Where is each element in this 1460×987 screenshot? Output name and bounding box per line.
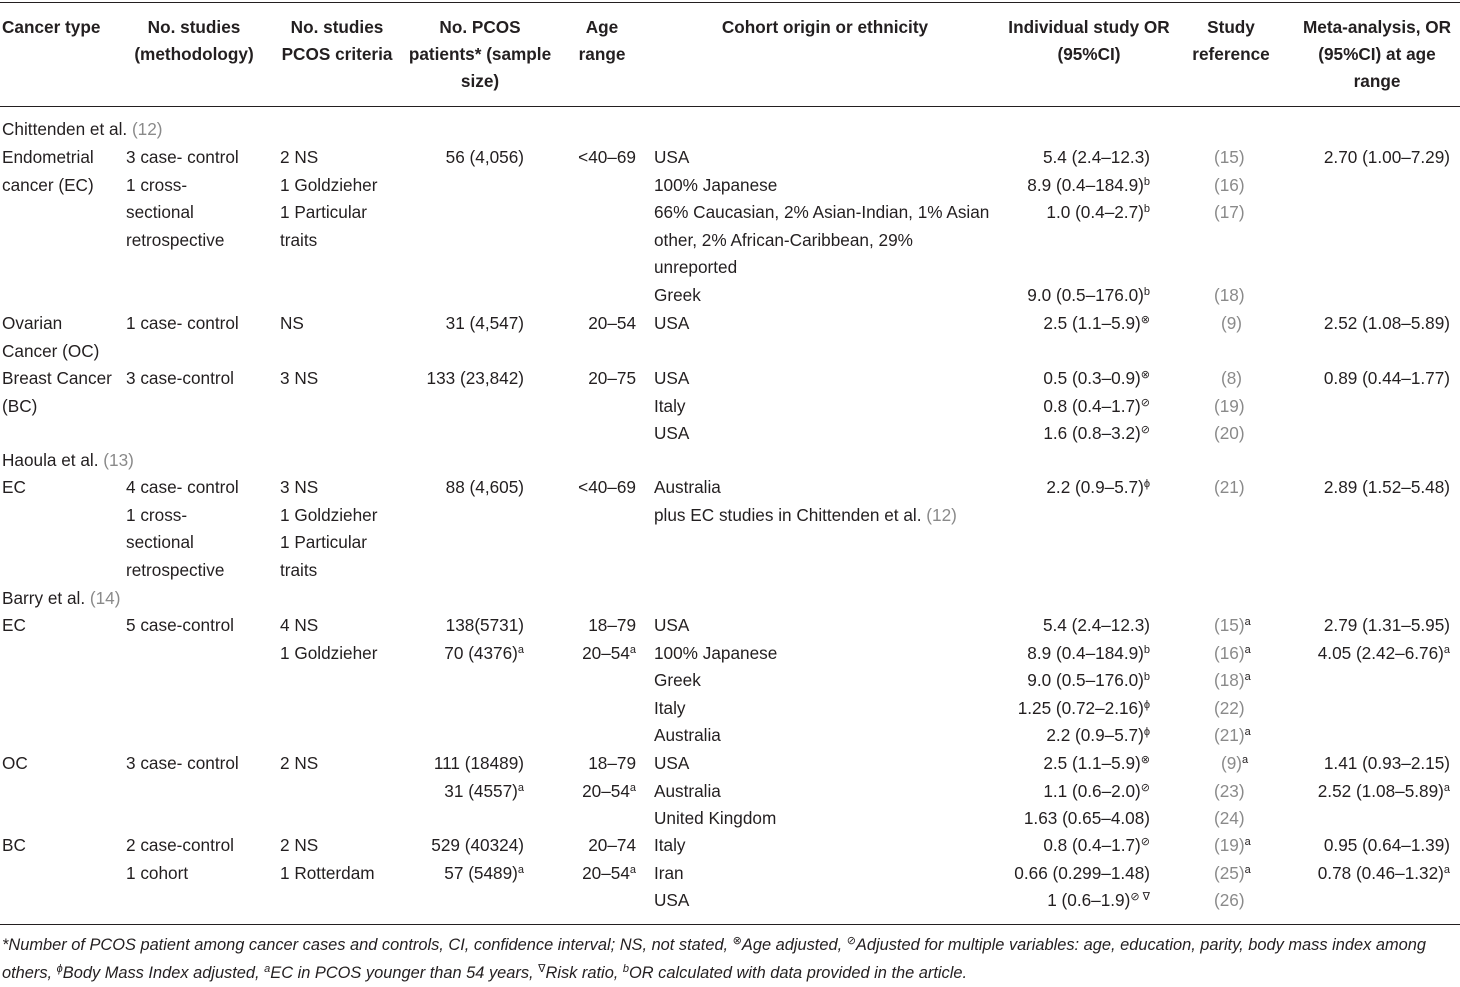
- meta-analysis-or: 2.52 $(1.08-5.89)^a$: [1317, 780, 1450, 801]
- individual-or: 5.4 (2.4–12.3): [1042, 147, 1150, 167]
- individual-or: 1.1 (0.6–2.0)⊘: [1043, 780, 1150, 801]
- header-pcos-criteria: No. studies PCOS criteria: [281, 17, 393, 64]
- superscript-note: a: [1443, 781, 1450, 794]
- adjustment-symbol: b: [1143, 175, 1150, 188]
- cohort-origin: Iran: [654, 862, 684, 883]
- pcos-patients: 529 (40324): [431, 835, 524, 855]
- study-reference: [1214, 282, 1245, 310]
- adjustment-symbol: ϕ: [1143, 726, 1150, 738]
- study-reference-link[interactable]: (25): [1214, 862, 1245, 883]
- adjustment-symbol: b: [1143, 671, 1150, 683]
- num-studies: 4 case- control 1 cross- sectional retrospective: [126, 477, 239, 580]
- pcos-patients: 57 $(5489)^a$: [444, 862, 524, 883]
- study-reference-link[interactable]: (15): [1214, 615, 1245, 635]
- group-author: Barry et al.: [2, 588, 90, 608]
- adjustment-symbol: ϕ: [1143, 698, 1150, 711]
- adjustment-symbol: ⊗: [1140, 754, 1150, 766]
- individual-or: 9.0 $(0.5-176.0)^b$: [1027, 670, 1150, 690]
- study-reference-link[interactable]: (19): [1214, 395, 1245, 416]
- study-reference: [1214, 172, 1245, 200]
- study-reference-link[interactable]: (22): [1214, 697, 1245, 718]
- study-reference: [1214, 805, 1245, 833]
- pcos-patients: 31 $(4557)^a$: [444, 780, 524, 801]
- individual-or: 9.0 $(0.5-176.0)^b$: [1027, 284, 1150, 305]
- cohort-origin: plus EC studies in Chittenden et al. (12): [654, 504, 957, 525]
- age-range: 20–54$^a$: [582, 862, 636, 883]
- cancer-type: BC: [2, 835, 26, 855]
- cohort-origin: Italy: [654, 835, 686, 855]
- cohort-reference-link[interactable]: (12): [926, 504, 957, 525]
- table-bottom-rule: [0, 924, 1460, 925]
- superscript-note: a: [1242, 754, 1249, 766]
- individual-or: 8.9 $(0.4-184.9)^b$: [1027, 642, 1150, 663]
- superscript-note: a: [1244, 726, 1251, 738]
- cohort-origin: USA: [654, 615, 690, 635]
- cancer-type: EC: [2, 615, 26, 635]
- age-range: 20–74: [588, 835, 636, 855]
- study-reference-link[interactable]: (21): [1214, 477, 1245, 497]
- cohort-origin: Australia: [654, 725, 721, 745]
- individual-or: 1.63 (0.65–4.08): [1023, 808, 1150, 828]
- meta-analysis-or: 1.41 (0.93–2.15): [1323, 753, 1450, 773]
- num-studies: 1 case- control: [126, 313, 239, 333]
- footnote-symbol: ⊗: [732, 935, 742, 947]
- study-reference: [1214, 393, 1245, 421]
- individual-or: 0.8 (0.4–1.7)⊘: [1043, 395, 1150, 416]
- study-reference-link[interactable]: (26): [1214, 890, 1245, 910]
- study-reference: [1214, 722, 1251, 750]
- superscript-note: a: [629, 781, 636, 794]
- group-author: Haoula et al.: [2, 450, 104, 470]
- meta-analysis-or: 2.70 (1.00–7.29): [1323, 147, 1450, 167]
- study-reference: [1214, 832, 1251, 860]
- age-range: <40–69: [578, 147, 636, 167]
- adjustment-symbol: b: [1143, 643, 1150, 656]
- cohort-origin: USA: [654, 890, 690, 910]
- footnote-symbol: ⊘: [846, 935, 856, 947]
- pcos-criteria: 3 NS 1 Goldzieher 1 Particular traits: [280, 477, 378, 580]
- study-reference: [1214, 640, 1251, 668]
- group-title: [2, 447, 134, 475]
- meta-analysis-or: 2.89 (1.52–5.48): [1323, 477, 1450, 497]
- individual-or: 2.2 $(0.9-5.7)^\phi$: [1046, 477, 1150, 497]
- superscript-note: a: [1443, 643, 1450, 656]
- pcos-criteria: 3 NS: [280, 368, 319, 388]
- adjustment-symbol: ⊘ ∇: [1130, 891, 1150, 903]
- meta-analysis-or: 0.89 (0.44–1.77): [1323, 368, 1450, 388]
- study-reference: [1214, 612, 1251, 640]
- study-reference: [1214, 420, 1245, 448]
- age-range: 20–54$^a$: [582, 780, 636, 801]
- adjustment-symbol: ⊘: [1140, 781, 1150, 794]
- cohort-origin: Italy: [654, 697, 686, 718]
- header-num-studies: No. studies (methodology): [134, 17, 254, 64]
- adjustment-symbol: ⊘: [1140, 836, 1150, 848]
- superscript-note: a: [517, 643, 524, 656]
- group-reference-link[interactable]: (13): [103, 450, 134, 470]
- cohort-origin: Italy: [654, 395, 686, 416]
- adjustment-symbol: ⊗: [1140, 314, 1150, 326]
- adjustment-symbol: ⊗: [1140, 369, 1150, 381]
- pcos-patients: 31 (4,547): [445, 313, 524, 333]
- age-range: 20–54$^a$: [582, 642, 636, 663]
- cohort-origin: 100% Japanese: [654, 642, 778, 663]
- pcos-patients: 133 (23,842): [426, 368, 524, 388]
- study-reference: [1221, 365, 1242, 393]
- table-footnote: [2, 932, 1454, 987]
- individual-or: 2.2 $(0.9-5.7)^\phi$: [1046, 725, 1150, 745]
- pcos-criteria: NS: [280, 313, 304, 333]
- adjustment-symbol: ⊘: [1140, 424, 1150, 436]
- study-reference-link[interactable]: (9): [1221, 313, 1243, 333]
- cohort-origin: USA: [654, 753, 690, 773]
- header-pcos-patients: No. PCOS patients* (sample size): [408, 17, 552, 91]
- cohort-origin: 100% Japanese: [654, 174, 778, 195]
- individual-or: 1.0 $(0.4-2.7)^b$: [1046, 202, 1150, 222]
- age-range: 20–75: [588, 368, 636, 388]
- adjustment-symbol: ⊘: [1140, 396, 1150, 409]
- adjustment-symbol: ϕ: [1143, 478, 1150, 490]
- cohort-origin: USA: [654, 368, 690, 388]
- footnote-symbol: ∇: [538, 962, 546, 975]
- header-cancer-type: Cancer type: [2, 17, 101, 37]
- age-range: <40–69: [578, 477, 636, 497]
- cohort-origin: USA: [654, 147, 690, 167]
- num-studies: 3 case- control 1 cross- sectional retrospective: [126, 147, 239, 250]
- header-rule: [0, 106, 1460, 107]
- superscript-note: a: [629, 643, 636, 656]
- individual-or: 0.66 (0.299–1.48): [1014, 862, 1150, 883]
- superscript-note: a: [1244, 616, 1251, 628]
- individual-or: 8.9 $(0.4-184.9)^b$: [1027, 174, 1150, 195]
- individual-or: 2.5 (1.1–5.9)⊗: [1043, 753, 1150, 773]
- study-reference-link[interactable]: (8): [1221, 368, 1243, 388]
- header-age-range: Age range: [578, 17, 626, 64]
- cancer-type: EC: [2, 477, 26, 497]
- pcos-patients: 111 (18489): [433, 753, 524, 773]
- meta-analysis-or: 0.78 $(0.46-1.32)^a$: [1317, 862, 1450, 883]
- cancer-type: Ovarian Cancer (OC): [2, 313, 100, 361]
- num-studies: 3 case- control: [126, 753, 239, 773]
- superscript-note: a: [1244, 836, 1251, 848]
- pcos-criteria: 2 NS 1 Goldzieher 1 Particular traits: [280, 147, 378, 250]
- study-reference-link[interactable]: (15): [1214, 147, 1245, 167]
- study-reference-link[interactable]: (24): [1214, 808, 1245, 828]
- pcos-criteria: 2 NS: [280, 753, 319, 773]
- group-title: [2, 585, 120, 613]
- superscript-note: a: [1443, 863, 1450, 876]
- group-title: [2, 116, 163, 144]
- study-reference: [1214, 860, 1251, 888]
- study-reference: [1221, 750, 1248, 778]
- meta-analysis-or: 2.52 (1.08–5.89): [1323, 313, 1450, 333]
- pcos-patients: 138(5731): [445, 615, 524, 635]
- meta-analysis-or: 2.79 (1.31–5.95): [1323, 615, 1450, 635]
- study-reference-link[interactable]: (18): [1214, 670, 1245, 690]
- header-or: Individual study OR (95%CI): [1008, 17, 1170, 64]
- header-meta: Meta-analysis, OR (95%CI) at age range: [1302, 17, 1452, 91]
- study-reference: [1214, 474, 1245, 502]
- cancer-type: Breast Cancer (BC): [2, 368, 112, 416]
- study-reference: [1214, 667, 1251, 695]
- group-reference-link[interactable]: (14): [89, 588, 121, 608]
- num-studies: 3 case-control: [126, 368, 234, 388]
- individual-or: 0.8 (0.4–1.7)⊘: [1043, 835, 1150, 855]
- study-reference-link[interactable]: (18): [1214, 284, 1245, 305]
- superscript-note: a: [517, 781, 524, 794]
- footnote-text: *Number of PCOS patient among cancer cases and controls, CI, confidence interval; NS, not stated, ⊗Age adjusted, ⊘Adjusted for multiple variables: age, education, parity, body mass index among others, $^\phi$Body Mass Index adjusted, $^a$EC in PCOS younger than 54 years, ∇Risk ratio, $^b$OR calculated with data provided in the article.: [2, 935, 1426, 982]
- study-reference: [1214, 887, 1245, 915]
- superscript-note: a: [517, 863, 524, 876]
- study-reference: [1214, 695, 1245, 723]
- superscript-note: a: [1244, 643, 1251, 656]
- header-cohort: Cohort origin or ethnicity: [721, 17, 929, 37]
- table-top-rule: [0, 2, 1460, 3]
- individual-or: 0.5 (0.3–0.9)⊗: [1043, 368, 1150, 388]
- study-reference-link[interactable]: (17): [1214, 202, 1245, 222]
- superscript-note: a: [1244, 671, 1251, 683]
- cohort-origin: 66% Caucasian, 2% Asian-Indian, 1% Asian other, 2% African-Caribbean, 29% unreported: [654, 202, 990, 277]
- study-reference: [1221, 310, 1242, 338]
- study-reference-link[interactable]: (19): [1214, 835, 1245, 855]
- footnote-symbol: ϕ: [56, 962, 63, 975]
- study-reference-link[interactable]: (9): [1221, 753, 1243, 773]
- cohort-origin: USA: [654, 423, 690, 443]
- superscript-note: a: [1244, 863, 1251, 876]
- age-range: 18–79: [588, 615, 636, 635]
- study-reference-link[interactable]: (16): [1214, 642, 1245, 663]
- individual-or: 5.4 (2.4–12.3): [1042, 615, 1150, 635]
- cancer-type: OC: [2, 753, 28, 773]
- meta-analysis-or: 4.05 $(2.42-6.76)^a$: [1317, 642, 1450, 663]
- meta-analysis-or: 0.95 (0.64–1.39): [1323, 835, 1450, 855]
- cohort-origin: United Kingdom: [654, 808, 777, 828]
- header-reference: Study reference: [1192, 17, 1270, 64]
- pcos-patients: 88 (4,605): [445, 477, 524, 497]
- footnote-symbol: a: [264, 962, 271, 975]
- study-reference-link[interactable]: (16): [1214, 174, 1245, 195]
- group-reference-link[interactable]: (12): [131, 119, 163, 139]
- individual-or: 2.5 (1.1–5.9)⊗: [1043, 313, 1150, 333]
- age-range: 20–54: [588, 313, 636, 333]
- study-reference-link[interactable]: (23): [1214, 780, 1245, 801]
- adjustment-symbol: b: [1143, 203, 1150, 215]
- pcos-patients: 70 $(4376)^a$: [444, 642, 524, 663]
- footnote-symbol: b: [622, 962, 630, 975]
- individual-or: 1.25 $(0.72-2.16)^\phi$: [1017, 697, 1150, 718]
- pcos-criteria: 4 NS 1 Goldzieher: [280, 615, 378, 663]
- individual-or: 1.6 (0.8–3.2)⊘: [1043, 423, 1150, 443]
- study-reference-link[interactable]: (21): [1214, 725, 1245, 745]
- age-range: 18–79: [588, 753, 636, 773]
- cohort-origin: USA: [654, 313, 690, 333]
- num-studies: 5 case-control: [126, 615, 234, 635]
- pcos-patients: 56 (4,056): [445, 147, 524, 167]
- individual-or: 1 (0.6–1.9)⊘ ∇: [1047, 890, 1150, 910]
- cohort-origin: Australia: [654, 780, 721, 801]
- cohort-origin: Australia: [654, 477, 721, 497]
- num-studies: 2 case-control 1 cohort: [126, 835, 234, 883]
- cohort-origin: Greek: [654, 670, 701, 690]
- superscript-note: a: [629, 863, 636, 876]
- cohort-origin: Greek: [654, 284, 701, 305]
- study-reference: [1214, 199, 1245, 227]
- group-author: Chittenden et al.: [2, 119, 132, 139]
- pcos-criteria: 2 NS 1 Rotterdam: [280, 835, 375, 883]
- study-reference: [1214, 144, 1245, 172]
- study-reference-link[interactable]: (20): [1214, 423, 1245, 443]
- adjustment-symbol: b: [1143, 285, 1150, 298]
- cancer-type: Endometrial cancer (EC): [2, 147, 94, 195]
- study-reference: [1214, 778, 1245, 806]
